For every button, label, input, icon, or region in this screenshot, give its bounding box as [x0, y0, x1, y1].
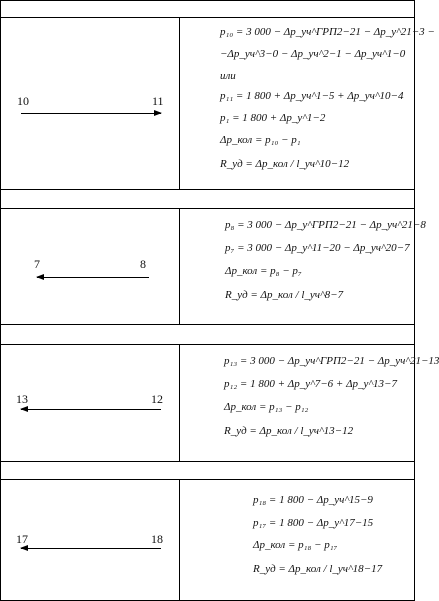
- equation: p₁₈ = 1 800 − Δp_уч^15−9: [253, 494, 373, 506]
- section-diagram-2: [1, 209, 179, 324]
- section-equations-1: [181, 18, 435, 189]
- row-border-5: [1, 461, 414, 462]
- node-to: 8: [140, 257, 146, 271]
- equation: Δp_кол = p₈ − p₇: [225, 265, 302, 277]
- node-from: 13: [16, 392, 28, 406]
- section-row-1: [1, 18, 435, 189]
- section-diagram-4: [1, 480, 179, 600]
- node-to: 11: [152, 94, 164, 108]
- equation: p₁₁ = 1 800 + Δp_уч^1−5 + Δp_уч^10−4: [220, 90, 404, 102]
- node-from: 10: [17, 94, 29, 108]
- node-from: 7: [34, 257, 40, 271]
- equation: p₁₃ = 3 000 − Δp_уч^ГРП2−21 − Δp_уч^21−13: [224, 355, 439, 367]
- section-diagram-3: [1, 345, 179, 461]
- node-from: 17: [16, 532, 28, 546]
- equation: p₁ = 1 800 + Δp_у^1−2: [220, 112, 326, 124]
- flow-arrow-right: [21, 113, 161, 114]
- flow-arrow-left: [21, 548, 161, 549]
- section-row-2: [1, 209, 426, 324]
- equation: p₈ = 3 000 − Δp_у^ГРП2−21 − Δp_уч^21−8: [225, 219, 426, 231]
- equation: −Δp_уч^3−0 − Δp_уч^2−1 − Δp_уч^1−0: [220, 48, 406, 60]
- section-equations-4: [181, 480, 414, 600]
- section-row-4: [1, 480, 414, 600]
- equation: R_уд = Δp_кол / l_уч^18−17: [253, 563, 383, 575]
- node-to: 18: [151, 532, 163, 546]
- section-diagram-1: [1, 18, 179, 189]
- equation: Δp_кол = p₁₃ − p₁₂: [224, 401, 309, 413]
- equation: p₁₇ = 1 800 − Δp_у^17−15: [253, 517, 374, 529]
- node-to: 12: [151, 392, 163, 406]
- section-equations-2: [181, 209, 426, 324]
- equation: R_уд = Δp_кол / l_уч^10−12: [220, 158, 350, 170]
- section-equations-3: [181, 345, 439, 461]
- equation: Δp_кол = p₁₀ − p₁: [220, 134, 301, 146]
- flow-arrow-left: [21, 409, 161, 410]
- row-border-1: [1, 189, 414, 190]
- equation: R_уд = Δp_кол / l_уч^8−7: [225, 289, 344, 301]
- equation: R_уд = Δp_кол / l_уч^13−12: [224, 425, 354, 437]
- equation: или: [220, 70, 236, 82]
- equation: p₁₀ = 3 000 − Δp_уч^ГРП2−21 − Δp_у^21−3 −: [220, 26, 435, 38]
- equation: Δp_кол = p₁₈ − p₁₇: [253, 539, 338, 551]
- flow-arrow-left: [37, 277, 149, 278]
- row-border-3: [1, 324, 414, 325]
- section-row-3: [1, 345, 439, 461]
- equation: p₁₂ = 1 800 + Δp_у^7−6 + Δp_у^13−7: [224, 378, 397, 390]
- equation: p₇ = 3 000 − Δp_у^11−20 − Δp_уч^20−7: [225, 242, 410, 254]
